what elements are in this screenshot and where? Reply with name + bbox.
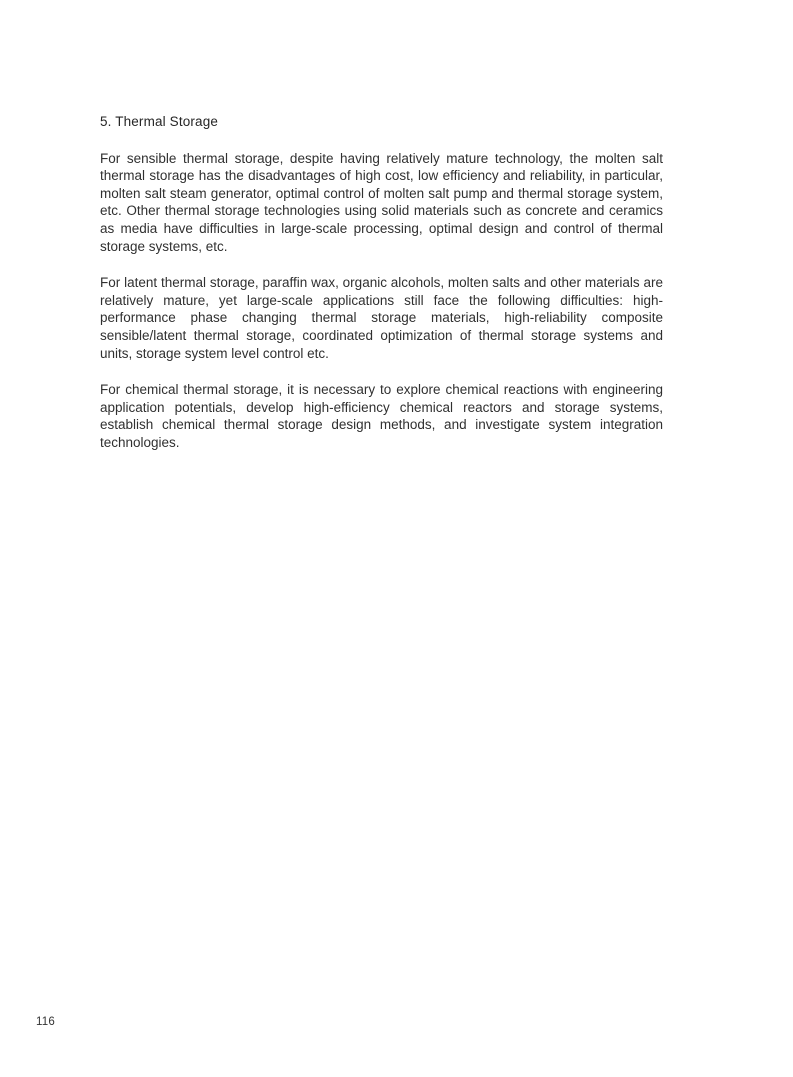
section-heading: 5. Thermal Storage (100, 114, 219, 129)
document-body (100, 113, 663, 471)
paragraph-sensible-thermal-storage: For sensible thermal storage, despite having relatively mature technology, the molten salt thermal storage has the disadvantages of high cost, low efficiency and reliability, in particular, molten salt steam generator, optimal control of molten salt pump and thermal storage system, etc. Other thermal storage technologies using solid materials such as concrete and ceramics as media have difficulties in large-scale processing, optimal design and control of thermal storage systems, etc. (100, 150, 663, 254)
paragraph-chemical-thermal-storage: For chemical thermal storage, it is necessary to explore chemical reactions with engineering application potentials, develop high-efficiency chemical reactors and storage systems, establish chemical thermal storage design methods, and investigate system integration technologies. (100, 382, 663, 450)
paragraph-latent-thermal-storage: For latent thermal storage, paraffin wax, organic alcohols, molten salts and other materials are relatively mature, yet large-scale applications still face the following difficulties: high-performance phase changing thermal storage materials, high-reliability composite sensible/latent thermal storage, coordinated optimization of thermal storage systems and units, storage system level control etc. (100, 275, 663, 361)
page-number: 116 (36, 1016, 55, 1028)
